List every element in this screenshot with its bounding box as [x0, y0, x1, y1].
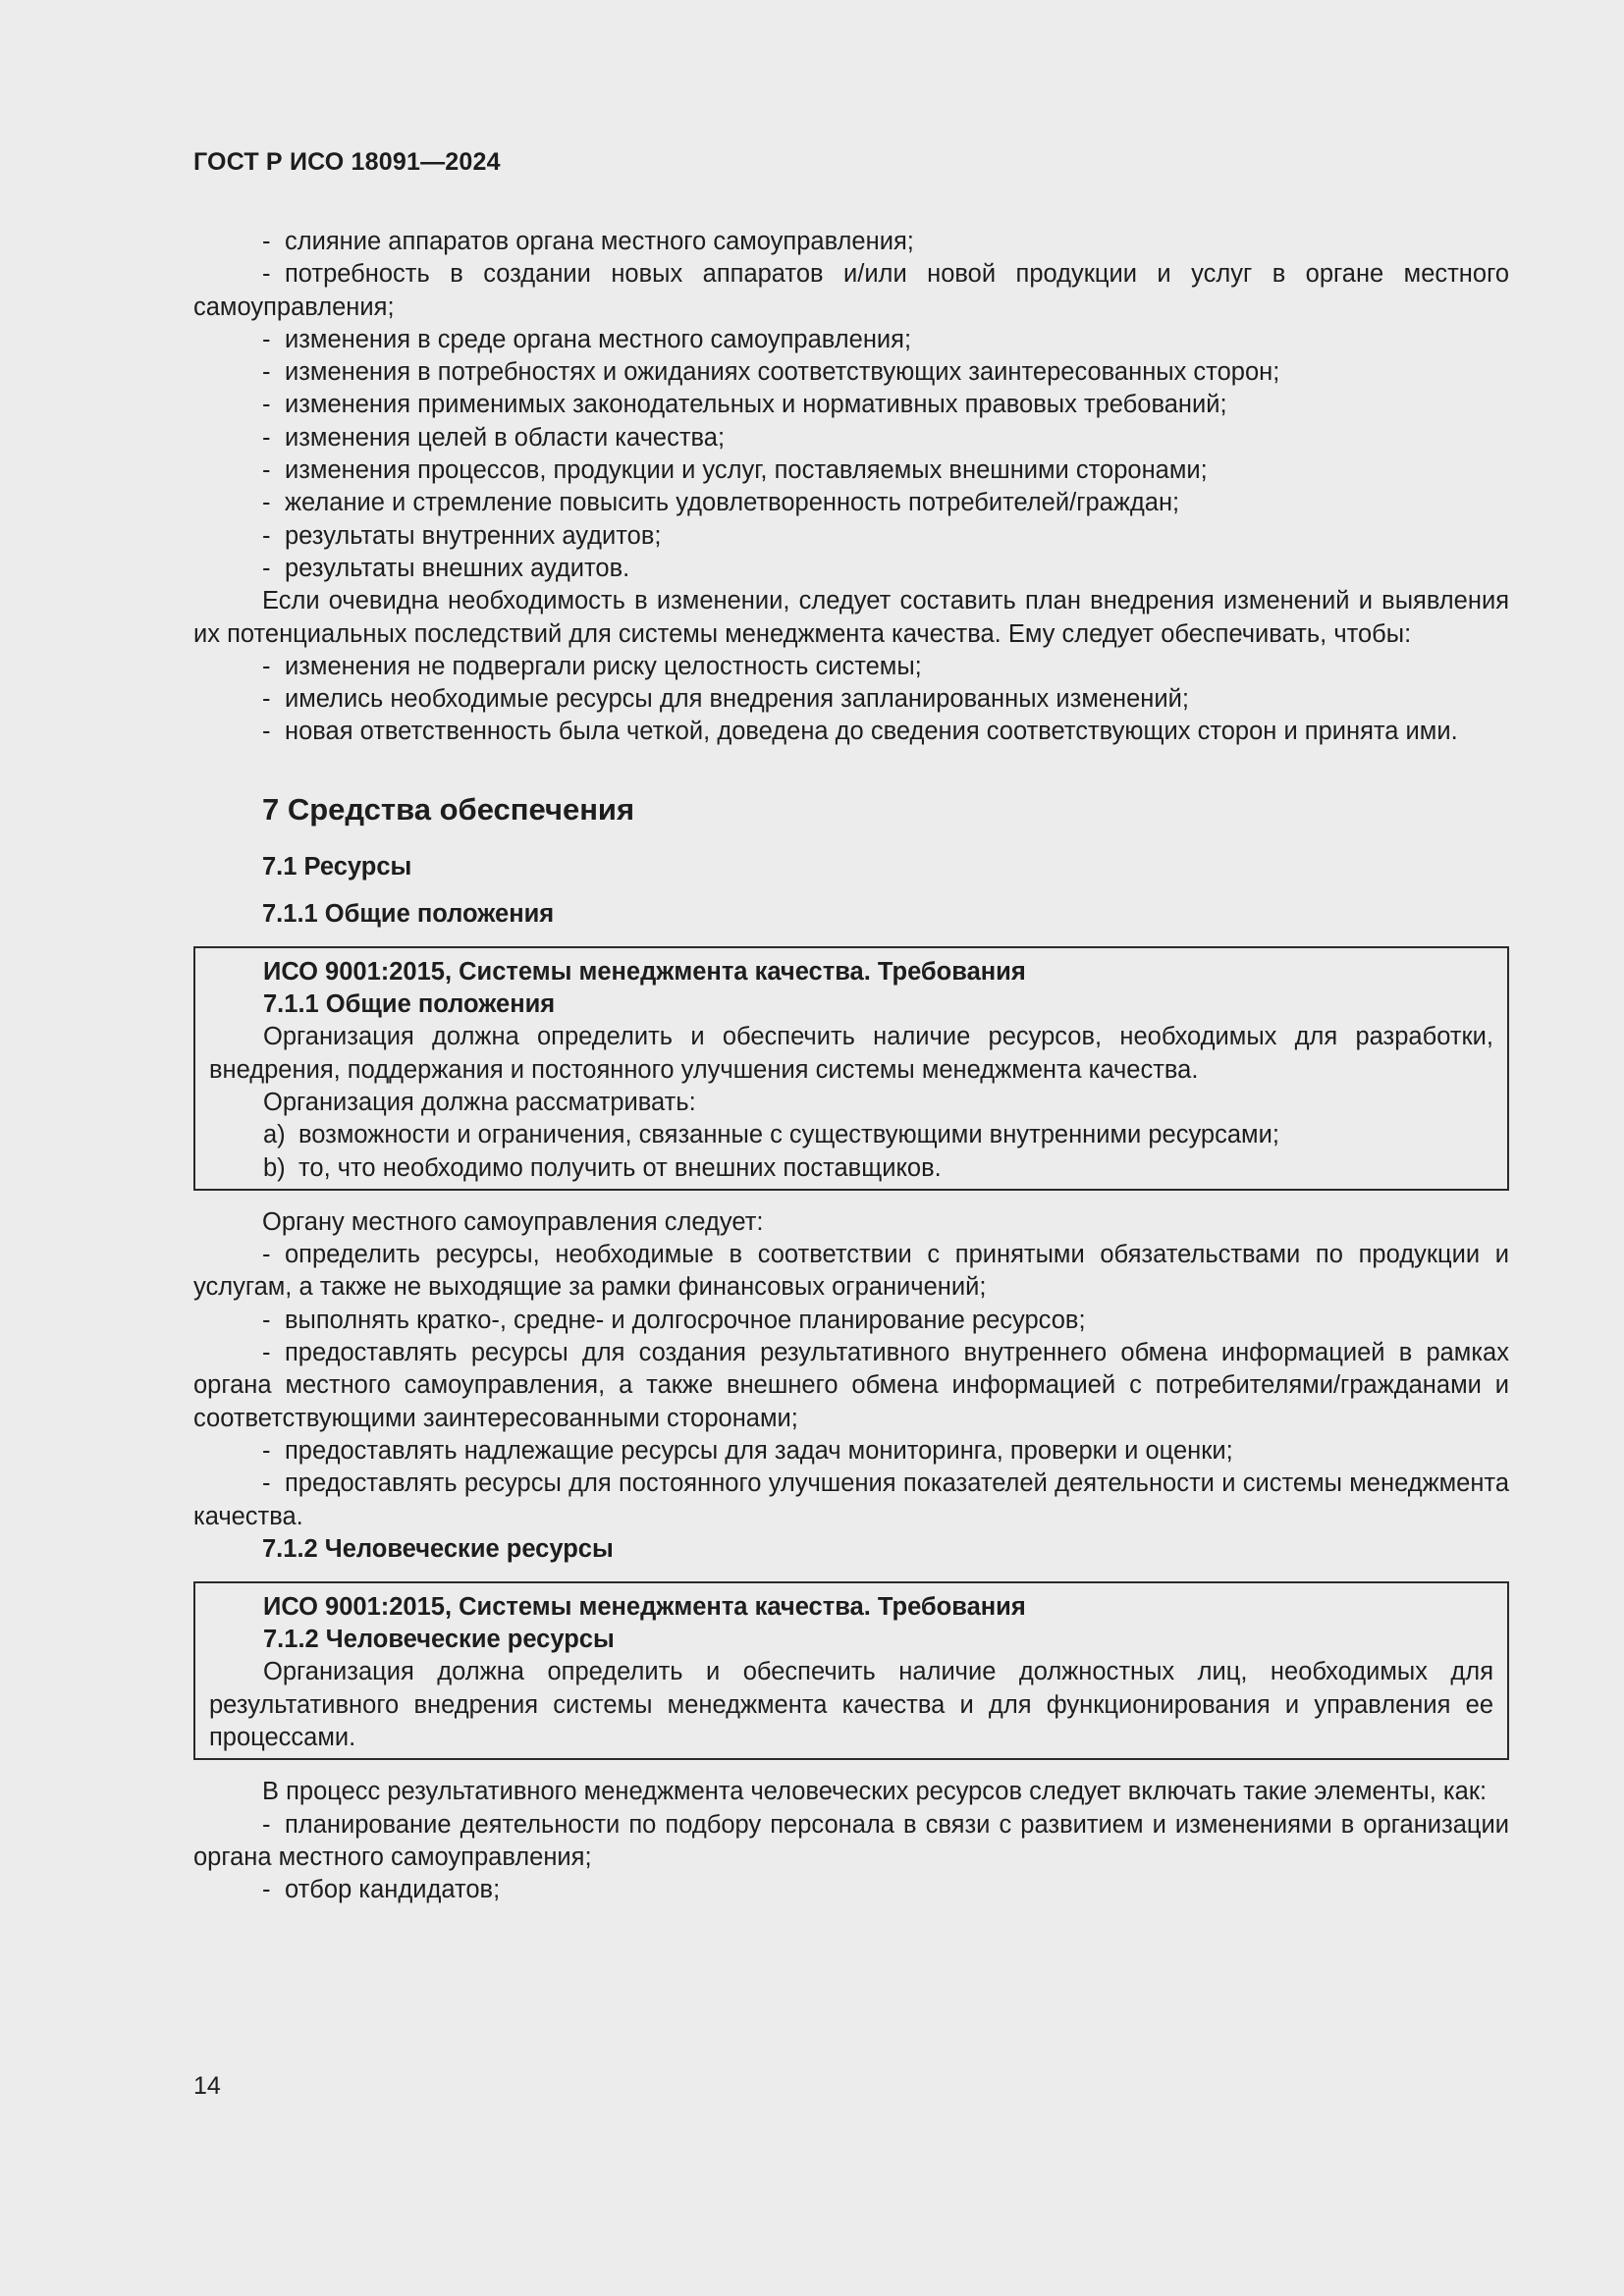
quote-standard-title: ИСО 9001:2015, Системы менеджмента качества. Требования — [263, 957, 1026, 986]
list-item: - слияние аппаратов органа местного самоуправления; — [262, 228, 914, 255]
quote-paragraph: Организация должна рассматривать: — [263, 1088, 696, 1116]
hr-list — [193, 1809, 1509, 1907]
quote-clause-title: 7.1.2 Человеческие ресурсы — [263, 1626, 615, 1654]
list-item: - изменения не подвергали риску целостность системы; — [262, 652, 922, 680]
subsection-heading: 7.1.2 Человеческие ресурсы — [262, 1534, 614, 1563]
standard-quote-box — [193, 1581, 1509, 1760]
quote-standard-title: ИСО 9001:2015, Системы менеджмента качества. Требования — [263, 1592, 1026, 1621]
list-item: - результаты внутренних аудитов; — [262, 521, 662, 550]
list-item: - изменения в потребностях и ожиданиях соответствующих заинтересованных сторон; — [262, 358, 1280, 387]
intro-list — [193, 226, 1509, 585]
list-item: - предоставлять ресурсы для создания результативного внутреннего обмена информацией в рамках органа местного самоуправления, а также внешнего обмена информацией с потребителями/гражданами и соответствующими заинтересованными сторонами; — [193, 1339, 1509, 1432]
list-item: - планирование деятельности по подбору персонала в связи с развитием и изменениями в организации органа местного самоуправления; — [193, 1810, 1509, 1871]
page-content — [193, 226, 1509, 1906]
hr-intro: В процесс результативного менеджмента человеческих ресурсов следует включать такие элементы, как: — [262, 1778, 1488, 1806]
quote-paragraph: Организация должна определить и обеспечить наличие ресурсов, необходимых для разработки, внедрения, поддержания и постоянного улучшения системы менеджмента качества. — [209, 1023, 1493, 1084]
change-list — [193, 651, 1509, 749]
document-header: ГОСТ Р ИСО 18091—2024 — [193, 148, 501, 176]
list-item: - предоставлять ресурсы для постоянного улучшения показателей деятельности и системы менеджмента качества. — [193, 1469, 1509, 1530]
list-item: - имелись необходимые ресурсы для внедрения запланированных изменений; — [262, 685, 1189, 714]
resources-list — [193, 1239, 1509, 1533]
list-item: - отбор кандидатов; — [262, 1876, 501, 1904]
standard-quote-box — [193, 946, 1509, 1191]
quote-paragraph: Организация должна определить и обеспечить наличие должностных лиц, необходимых для результативного внедрения системы менеджмента качества и для функционирования и управления ее процессами. — [209, 1658, 1493, 1751]
section-heading: 7 Средства обеспечения — [262, 791, 635, 827]
quote-list-item: b) то, что необходимо получить от внешних поставщиков. — [263, 1153, 942, 1182]
change-paragraph: Если очевидна необходимость в изменении, следует составить план внедрения изменений и выявления их потенциальных последствий для системы менеджмента качества. Ему следует обеспечивать, чтобы: — [193, 587, 1509, 648]
list-item: - изменения целей в области качества; — [262, 423, 726, 452]
list-item: - новая ответственность была четкой, доведена до сведения соответствующих сторон и принята ими. — [262, 718, 1458, 746]
list-item: - желание и стремление повысить удовлетворенность потребителей/граждан; — [262, 489, 1180, 517]
subsection-heading: 7.1 Ресурсы — [262, 852, 412, 881]
list-item: - выполнять кратко-, средне- и долгосрочное планирование ресурсов; — [262, 1306, 1086, 1334]
quote-list-item: a) возможности и ограничения, связанные с существующими внутренними ресурсами; — [263, 1121, 1279, 1149]
list-item: - изменения применимых законодательных и нормативных правовых требований; — [262, 391, 1227, 419]
list-item: - предоставлять надлежащие ресурсы для задач мониторинга, проверки и оценки; — [262, 1436, 1233, 1465]
subsection-heading: 7.1.1 Общие положения — [262, 899, 555, 928]
quote-clause-title: 7.1.1 Общие положения — [263, 990, 556, 1019]
list-item: - изменения в среде органа местного самоуправления; — [262, 325, 912, 353]
list-item: - потребность в создании новых аппаратов и/или новой продукции и услуг в органе местного самоуправления; — [193, 260, 1509, 321]
resources-intro: Органу местного самоуправления следует: — [262, 1207, 764, 1236]
list-item: - изменения процессов, продукции и услуг, поставляемых внешними сторонами; — [262, 456, 1208, 485]
page-number: 14 — [193, 2072, 221, 2100]
list-item: - результаты внешних аудитов. — [262, 554, 630, 582]
list-item: - определить ресурсы, необходимые в соответствии с принятыми обязательствами по продукции и услугам, а также не выходящие за рамки финансовых ограничений; — [193, 1241, 1509, 1302]
